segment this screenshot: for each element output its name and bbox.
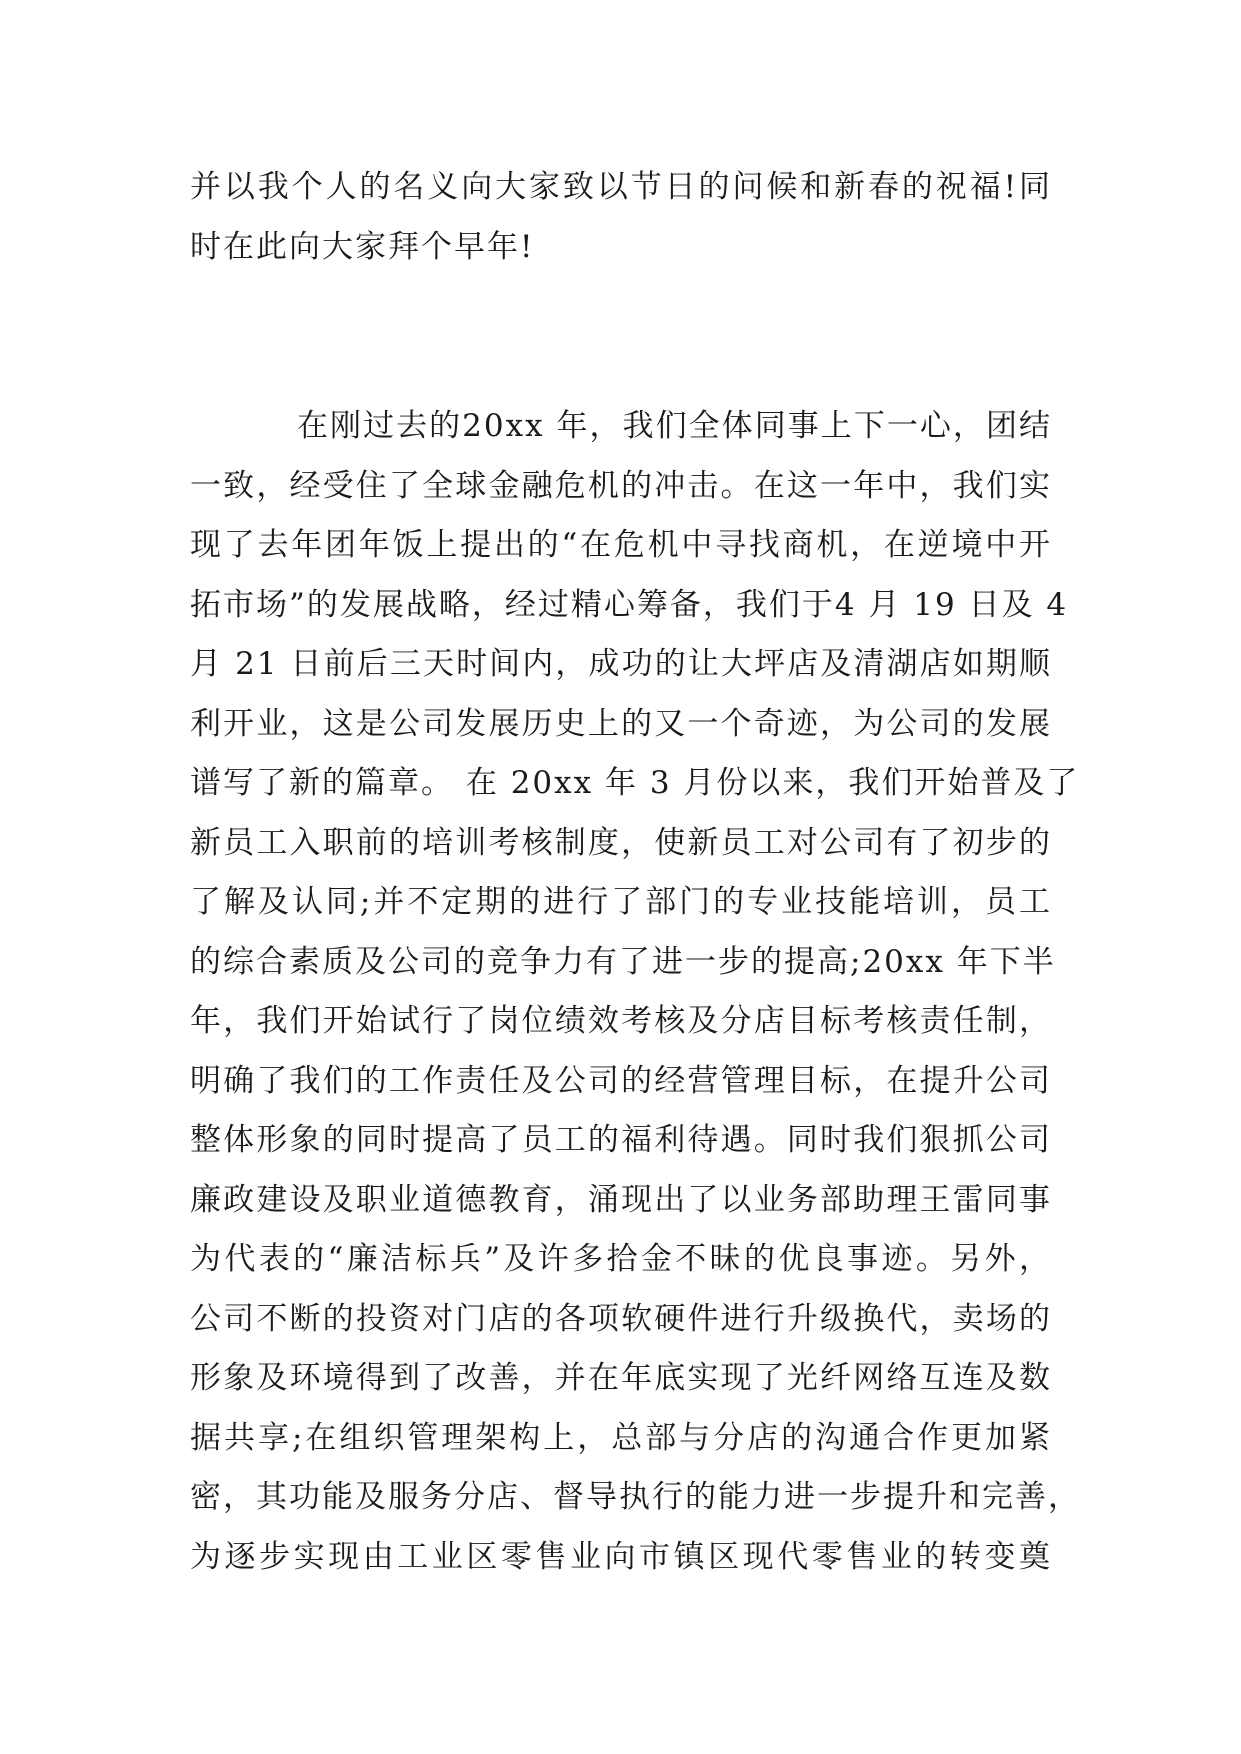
text-line: 谱写了新的篇章。 在 20xx 年 3 月份以来，我们开始普及了	[190, 765, 1080, 801]
text-line: 为逐步实现由工业区零售业向市镇区现代零售业的转变奠	[190, 1538, 1052, 1575]
body-paragraph	[190, 397, 1081, 1587]
text-line: 时在此向大家拜个早年!	[190, 228, 535, 265]
text-line: 新员工入职前的培训考核制度，使新员工对公司有了初步的	[190, 824, 1052, 861]
text-line: 的综合素质及公司的竞争力有了进一步的提高;20xx 年下半	[190, 943, 1056, 980]
text-line: 并以我个人的名义向大家致以节日的问候和新春的祝福!同	[190, 169, 1052, 205]
text-line: 一致，经受住了全球金融危机的冲击。在这一年中，我们实	[190, 467, 1052, 504]
text-line: 年，我们开始试行了岗位绩效考核及分店目标考核责任制，	[190, 1003, 1052, 1039]
text-line: 形象及环境得到了改善，并在年底实现了光纤网络互连及数	[190, 1360, 1052, 1396]
text-line: 廉政建设及职业道德教育，涌现出了以业务部助理王雷同事	[190, 1181, 1052, 1218]
text-line: 利开业，这是公司发展历史上的又一个奇迹，为公司的发展	[190, 705, 1052, 742]
text-line: 现了去年团年饭上提出的“在危机中寻找商机，在逆境中开	[190, 527, 1052, 563]
text-line: 明确了我们的工作责任及公司的经营管理目标，在提升公司	[190, 1062, 1052, 1099]
intro-paragraph	[190, 158, 1052, 277]
text-line: 拓市场”的发展战略，经过精心筹备，我们于4 月 19 日及 4	[190, 586, 1069, 623]
text-line: 月 21 日前后三天时间内，成功的让大坪店及清湖店如期顺	[190, 646, 1052, 682]
text-line: 了解及认同;并不定期的进行了部门的专业技能培训，员工	[190, 884, 1052, 920]
text-line: 密，其功能及服务分店、督导执行的能力进一步提升和完善，	[190, 1479, 1081, 1515]
text-line: 公司不断的投资对门店的各项软硬件进行升级换代，卖场的	[190, 1300, 1052, 1337]
text-line: 在刚过去的20xx 年，我们全体同事上下一心，团结	[297, 408, 1052, 444]
text-line: 整体形象的同时提高了员工的福利待遇。同时我们狠抓公司	[190, 1122, 1052, 1158]
text-line: 据共享;在组织管理架构上，总部与分店的沟通合作更加紧	[190, 1419, 1052, 1456]
text-line: 为代表的“廉洁标兵”及许多拾金不昧的优良事迹。另外，	[190, 1241, 1052, 1277]
